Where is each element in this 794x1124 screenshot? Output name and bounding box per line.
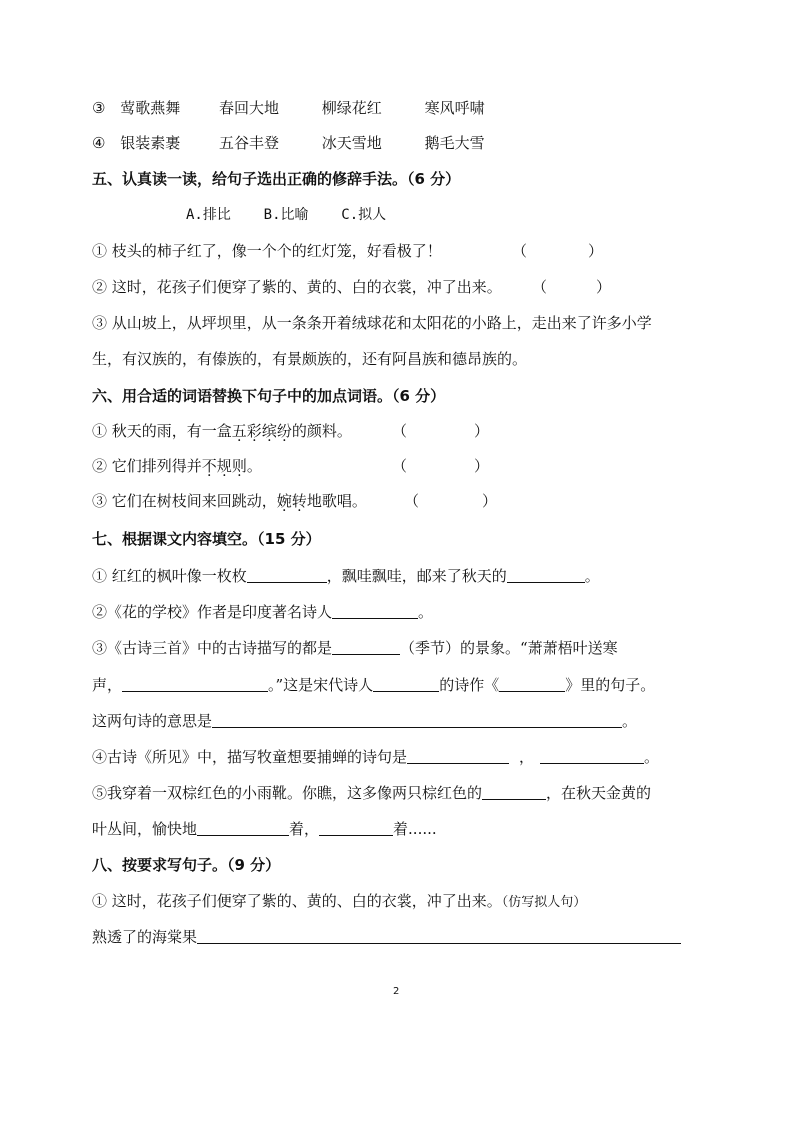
answer-blank[interactable]	[482, 785, 546, 800]
sentence-text: ，在秋天金黄的	[546, 784, 652, 802]
sentence-text: ②《花的学校》作者是印度著名诗人	[92, 603, 333, 621]
fill-line-7-7	[92, 782, 651, 803]
fill-line-7-1	[92, 565, 600, 586]
answer-paren-close: ）	[474, 422, 490, 440]
answer-paren-open: （	[392, 457, 408, 475]
answer-paren-open: （	[532, 278, 548, 296]
sentence-text: 地歌唱。	[306, 492, 367, 510]
answer-blank[interactable]	[332, 640, 400, 655]
option-a: A.排比	[186, 207, 231, 223]
answer-paren-open: （	[392, 422, 408, 440]
option-b: B.比喻	[263, 207, 309, 223]
fill-line-7-5	[92, 710, 637, 731]
sentence-text: 。	[644, 748, 660, 766]
question-5-3-line-2: 生，有汉族的，有傣族的，有景颇族的，还有阿昌族和德昂族的。	[92, 350, 528, 368]
answer-blank[interactable]	[540, 749, 644, 764]
answer-line-8-1	[92, 926, 681, 947]
answer-paren-open: （	[404, 492, 420, 510]
rhetoric-options	[186, 204, 414, 224]
sentence-text: ④古诗《所见》中，描写牧童想要捕蝉的诗句是	[92, 748, 408, 766]
answer-paren-open: （	[512, 242, 528, 260]
emphasized-character: 婉	[276, 492, 292, 510]
answer-paren-close: ）	[474, 457, 490, 475]
section-6-heading: 六、用合适的词语替换下句子中的加点词语。（6 分）	[92, 387, 446, 405]
word-group: 冰天雪地	[321, 134, 382, 152]
sentence-text: 。	[584, 567, 600, 585]
section-8-heading: 八、按要求写句子。（9 分）	[92, 856, 281, 874]
sentence-text: ⑤我穿着一双棕红色的小雨靴。你瞧，这多像两只棕红色的	[92, 784, 483, 802]
fill-line-7-2	[92, 601, 433, 622]
answer-blank[interactable]	[212, 713, 622, 728]
sentence-text: ② 它们排列得并	[92, 457, 202, 475]
sentence-text: 》里的句子。	[565, 676, 656, 694]
fill-line-7-6	[92, 746, 659, 767]
answer-blank[interactable]	[332, 604, 418, 619]
question-5-2: ② 这时，花孩子们便穿了紫的、黄的、白的衣裳，冲了出来。	[92, 278, 502, 296]
dotted-word	[232, 422, 292, 440]
emphasized-character: 转	[291, 492, 307, 510]
emphasized-character: 彩	[246, 422, 262, 440]
dotted-word	[277, 492, 307, 510]
page-number: 2	[393, 986, 400, 997]
sentence-text: 。”这是宋代诗人	[268, 676, 374, 694]
fill-line-7-8	[92, 818, 437, 839]
section-7-heading: 七、根据课文内容填空。（15 分）	[92, 530, 321, 548]
answer-paren-close: ）	[588, 242, 604, 260]
emphasized-character: 不	[201, 457, 217, 475]
section-5-heading: 五、认真读一读，给句子选出正确的修辞手法。（6 分）	[92, 170, 461, 188]
question-6-1	[92, 420, 352, 441]
sentence-text: 。	[622, 712, 638, 730]
word-group: 柳绿花红	[321, 99, 382, 117]
sentence-text: ，	[519, 748, 535, 766]
question-8-1	[92, 890, 586, 911]
fill-line-7-4	[92, 674, 655, 695]
answer-blank[interactable]	[407, 749, 509, 764]
sentence-text: 的诗作《	[439, 676, 500, 694]
word-group-row-4	[92, 132, 485, 153]
sentence-start: 熟透了的海棠果	[92, 928, 198, 946]
sentence-text: ① 红红的枫叶像一枚枚	[92, 567, 247, 585]
answer-blank[interactable]	[122, 677, 268, 692]
answer-blank[interactable]	[197, 821, 289, 836]
sentence-text: ，飘哇飘哇，邮来了秋天的	[326, 567, 507, 585]
word-group: 五谷丰登	[219, 134, 280, 152]
answer-blank[interactable]	[507, 568, 585, 583]
emphasized-character: 缤	[261, 422, 277, 440]
sentence-text: 这两句诗的意思是	[92, 712, 213, 730]
sentence-text: 的颜料。	[291, 422, 352, 440]
answer-blank[interactable]	[197, 929, 681, 944]
answer-blank[interactable]	[247, 568, 327, 583]
word-group: 春回大地	[219, 99, 280, 117]
option-c: C.拟人	[341, 207, 387, 223]
sentence-text: ③ 它们在树枝间来回跳动，	[92, 492, 277, 510]
sentence-text: 。	[418, 603, 434, 621]
emphasized-character: 规	[216, 457, 232, 475]
sentence-text: （季节）的景象。“萧萧梧叶送寒	[400, 639, 618, 657]
sentence-text: 叶丛间，愉快地	[92, 820, 198, 838]
question-6-2	[92, 455, 262, 476]
sentence-text: 着......	[393, 820, 437, 838]
question-6-3	[92, 490, 367, 511]
question-5-1: ① 枝头的柿子红了，像一个个的红灯笼，好看极了！	[92, 242, 442, 260]
emphasized-character: 则	[231, 457, 247, 475]
answer-blank[interactable]	[499, 677, 565, 692]
sentence-text: 声，	[92, 676, 123, 694]
emphasized-character: 五	[231, 422, 247, 440]
dotted-word	[202, 457, 247, 475]
question-5-3-line-1: ③ 从山坡上，从坪坝里，从一条条开着绒球花和太阳花的小路上，走出来了许多小学	[92, 314, 652, 332]
instruction-note: （仿写拟人句）	[501, 895, 587, 910]
answer-blank[interactable]	[319, 821, 393, 836]
answer-paren-close: ）	[482, 492, 498, 510]
sentence-text: 。	[246, 457, 262, 475]
word-group: 鹅毛大雪	[424, 134, 485, 152]
fill-line-7-3	[92, 637, 618, 658]
sentence-text: 着，	[289, 820, 320, 838]
word-group: 寒风呼啸	[424, 99, 485, 117]
word-group: 莺歌燕舞	[120, 99, 181, 117]
row-number: ④	[92, 134, 106, 152]
emphasized-character: 纷	[276, 422, 292, 440]
sentence-text: ① 秋天的雨，有一盒	[92, 422, 232, 440]
answer-blank[interactable]	[373, 677, 439, 692]
sentence-text: ① 这时，花孩子们便穿了紫的、黄的、白的衣裳，冲了出来。	[92, 892, 502, 910]
sentence-text: ③《古诗三首》中的古诗描写的都是	[92, 639, 333, 657]
answer-paren-close: ）	[596, 278, 612, 296]
word-group-row-3	[92, 97, 485, 118]
word-group: 银装素裹	[120, 134, 181, 152]
row-number: ③	[92, 99, 106, 117]
